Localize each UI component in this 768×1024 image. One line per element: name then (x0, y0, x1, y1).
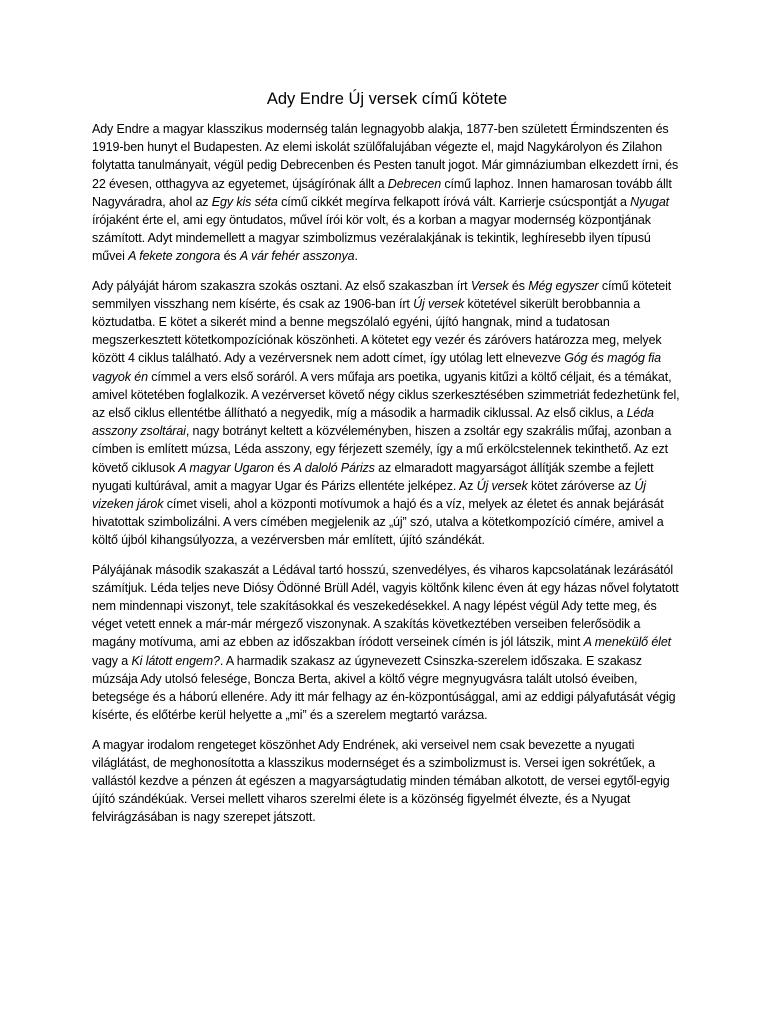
paragraph-text: címet viseli, ahol a központi motívumok a hajó és a víz, melyek az életet és annak bejárását hivatottak szimbolizálni. A vers címében megjelenik az „új” szó, utalva a kötetkompozíció címére, amivel a költő újból kihangsúlyozza, a vezérversben már említett, újító szándékát. (92, 497, 664, 548)
paragraph-biography (92, 120, 682, 266)
paragraph-text: A magyar irodalom rengeteget köszönhet Ady Endrének, aki verseivel nem csak bevezette a nyugati világlátást, de meghonosította a klasszikus modernséget és a szimbolizmust is. Versei igen sokrétűek, a vallástól kezdve a pénzen át egészen a magyarságtudatig minden témában alkotott, de versei egytől-egyig újító szándékúak. Versei mellett viharos szerelmi élete is a közönség figyelmét élvezte, és a Nyugat felvirágzásában is nagy szerepet játszott. (92, 737, 670, 825)
paragraph-text: Pályájának második szakaszát a Lédával tartó hosszú, szenvedélyes, és viharos kapcsolatának lezárásától számítjuk. Léda teljes neve Diósy Ödönné Brüll Adél, vagyis költőnk kilenc éven át egy házas nővel folytatott nem mindennapi viszonyt, tele szakításokkal és veszekedésekkel. A nagy lépést végül Ady tette meg, és véget vetett ennek a már-már mérgező viszonynak. A szakítás következtében verseiben felerősödik a magány motívuma, ami az ebben az időszakban íródott verseinek címén is jól látszik, mint (92, 562, 679, 650)
paragraph-text: címmel a vers első soráról. A vers műfaja ars poetika, ugyanis kitűzi a költő céljait, és a témákat, amivel kötetében foglalkozik. A vezérverset követő négy ciklus szerkesztésében szimmetriát fedezhetünk fel, az első ciklus ellentétbe állítható a negyedik, míg a második a harmadik ciklussal. Az első ciklus, a (92, 369, 680, 421)
italic-title-text: Léda asszony zsoltárai (92, 406, 654, 439)
italic-title-text: Egy kis séta (211, 194, 278, 209)
document-body (92, 120, 682, 827)
paragraph-text: az elmaradott magyarságot állítják szembe a fejlett nyugati kultúrával, amit a magyar Ugar és Párizs ellentéte jelképez. Az (92, 460, 654, 493)
italic-title-text: Új versek (476, 478, 528, 493)
paragraph-first-period (92, 277, 682, 550)
paragraph-text: című laphoz. Innen hamarosan tovább állt Nagyváradra, ahol az (92, 176, 672, 209)
paragraph-text: Ady Endre a magyar klasszikus modernség talán legnagyobb alakja, 1877-ben született Érmindszenten és 1919-ben hunyt el Budapesten. Az elemi iskolát szülőfalujában végezte el, majd Nagykárolyon és Zilahon folytatta tanulmányait, végül pedig Debrecenben és Pesten tanult jogot. Már gimnáziumban elkezdett írni, és 22 évesen, otthagyva az egyetemet, újságírónak állt a (92, 122, 679, 191)
paragraph-text: . (354, 249, 358, 264)
italic-title-text: Góg és magóg fia vagyok én (92, 351, 661, 384)
paragraph-second-third-period (92, 561, 682, 725)
paragraph-text: kötet záróverse az (527, 478, 635, 493)
paragraph-text: című cikkét megírva felkapott íróvá vált. Karrierje csúcspontját a (277, 194, 631, 209)
paragraph-text: , nagy botrányt keltett a közvéleményben, hiszen a zsoltár egy szakrális műfaj, azonban a címben is említett múzsa, Léda asszony, egy férjezett személy, így a mű erkölcstelennek tekinthető. Az ezt követő ciklusok (92, 424, 672, 475)
italic-title-text: Ki látott engem? (131, 653, 220, 668)
italic-title-text: Nyugat (630, 194, 670, 209)
paragraph-conclusion (92, 736, 682, 827)
italic-title-text: A magyar Ugaron (178, 460, 275, 475)
paragraph-text: és (220, 249, 240, 264)
paragraph-text: írójaként érte el, ami egy öntudatos, művel írói kör volt, és a korban a magyar modernség központjának számított. Adyt mindemellett a magyar szimbolizmus vezéralakjának is tekintik, leghíresebb ilyen típusú művei (92, 213, 651, 264)
paragraph-text: Ady pályáját három szakaszra szokás osztani. Az első szakaszban írt (92, 278, 471, 293)
paragraph-text: és (274, 460, 294, 475)
italic-title-text: Még egyszer (528, 278, 599, 293)
italic-title-text: Új versek (413, 296, 465, 311)
paragraph-text: és (508, 278, 529, 293)
paragraph-text: című köteteit semmilyen visszhang nem kísérte, és csak az 1906-ban írt (92, 278, 672, 311)
italic-title-text: A menekülő élet (583, 635, 672, 650)
page-title: Ady Endre Új versek című kötete (266, 90, 508, 108)
italic-title-text: Versek (470, 278, 509, 293)
italic-title-text: A vár fehér asszonya (239, 249, 355, 264)
paragraph-text: kötetével sikerült berobbannia a köztudatba. E kötet a sikerét mind a benne megszólaló egyéni, újító hangnak, mind a tudatosan megszerkesztett kötetkompozíciónak köszönheti. A kötetet egy vezér és záróvers határozza meg, melyek között 4 ciklus található. Ady a vezérversnek nem adott címet, így utólag lett elnevezve (92, 296, 662, 366)
paragraph-text: . A harmadik szakasz az úgynevezett Csinszka-szerelem időszaka. E szakasz múzsája Ady utolsó felesége, Boncza Berta, akivel a költő végre megnyugvásra talált utolsó éveiben, betegsége és a háború ellenére. Ady itt már felhagy az én-központúsággal, ami az eddigi pályafutását végig kísérte, és előtérbe kerül helyette a „mi” és a szerelem megtartó varázsa. (92, 653, 676, 723)
italic-title-text: A fekete zongora (128, 249, 221, 264)
italic-title-text: A daloló Párizs (293, 460, 375, 475)
paragraph-text: vagy a (92, 653, 132, 668)
italic-title-text: Új vizeken járok (92, 478, 646, 512)
italic-title-text: Debrecen (387, 176, 442, 191)
